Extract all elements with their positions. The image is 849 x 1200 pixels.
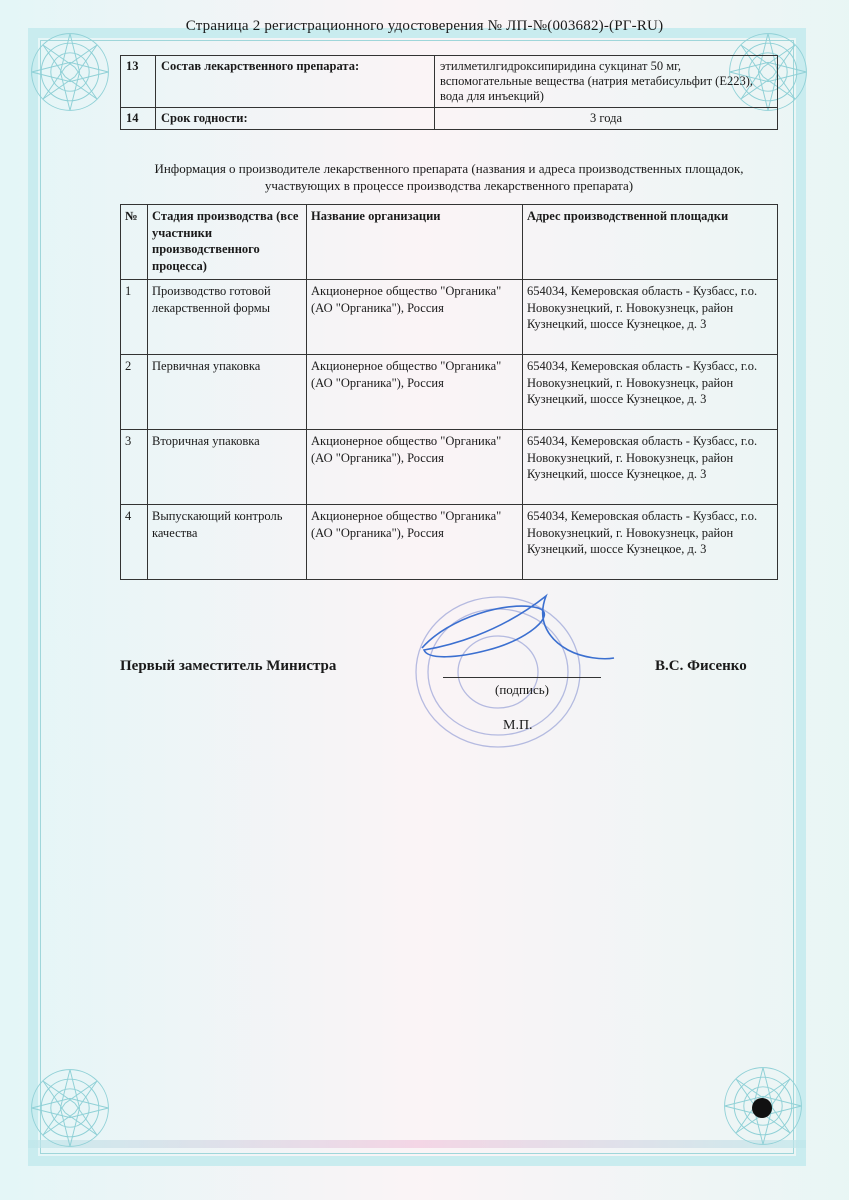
organization-name: Акционерное общество "Органика" (АО "Органика"), Россия [307,280,523,355]
signatory-position: Первый заместитель Министра [120,658,337,674]
site-address: 654034, Кемеровская область - Кузбасс, г.о. Новокузнецкий, г. Новокузнецк, район Кузнецкий, шоссе Кузнецкое, д. 3 [523,505,778,580]
handwritten-signature [418,588,618,670]
rosette-ornament-bottom-left [22,1060,118,1156]
table-header-row [121,205,778,280]
production-stage: Вторичная упаковка [148,430,307,505]
property-label: Состав лекарственного препарата: [156,56,435,108]
organization-name: Акционерное общество "Органика" (АО "Органика"), Россия [307,430,523,505]
column-header-number: № [121,205,148,280]
rosette-ornament-top-left [22,24,118,120]
table-row [121,430,778,505]
page-header-title: Страница 2 регистрационного удостоверения № ЛП-№(003682)-(РГ-RU) [185,18,664,34]
production-stage: Производство готовой лекарственной формы [148,280,307,355]
decorative-frame-tint [28,1140,806,1148]
manufacturer-table [120,204,778,580]
punch-hole-mark [752,1098,772,1118]
production-stage: Первичная упаковка [148,355,307,430]
table-row [121,280,778,355]
table-row [121,355,778,430]
row-number: 14 [121,108,156,130]
signatory-name: В.С. Фисенко [655,658,747,674]
organization-name: Акционерное общество "Органика" (АО "Органика"), Россия [307,505,523,580]
row-number: 3 [121,430,148,505]
table-row [121,56,778,108]
row-number: 4 [121,505,148,580]
row-number: 13 [121,56,156,108]
table-row [121,108,778,130]
property-value: этилметилгидроксипиридина сукцинат 50 мг, вспомогательные вещества (натрия метабисульфит (Е223), вода для инъекций) [435,56,778,108]
column-header-address: Адрес производственной площадки [523,205,778,280]
site-address: 654034, Кемеровская область - Кузбасс, г.о. Новокузнецкий, г. Новокузнецк, район Кузнецкий, шоссе Кузнецкое, д. 3 [523,280,778,355]
column-header-stage: Стадия производства (все участники производственного процесса) [148,205,307,280]
production-stage: Выпускающий контроль качества [148,505,307,580]
seal-caption: М.П. [503,718,533,733]
table-row [121,505,778,580]
signature-line [443,677,601,678]
column-header-organization: Название организации [307,205,523,280]
property-label: Срок годности: [156,108,435,130]
manufacturer-info-caption: Информация о производителе лекарственного препарата (названия и адреса производственных площадок, участвующих в процессе производства лекарственного препарата) [154,161,744,193]
row-number: 2 [121,355,148,430]
property-value: 3 года [435,108,778,130]
site-address: 654034, Кемеровская область - Кузбасс, г.о. Новокузнецкий, г. Новокузнецк, район Кузнецкий, шоссе Кузнецкое, д. 3 [523,430,778,505]
site-address: 654034, Кемеровская область - Кузбасс, г.о. Новокузнецкий, г. Новокузнецк, район Кузнецкий, шоссе Кузнецкое, д. 3 [523,355,778,430]
row-number: 1 [121,280,148,355]
organization-name: Акционерное общество "Органика" (АО "Органика"), Россия [307,355,523,430]
signature-caption: (подпись) [495,682,549,697]
product-properties-table [120,55,778,130]
